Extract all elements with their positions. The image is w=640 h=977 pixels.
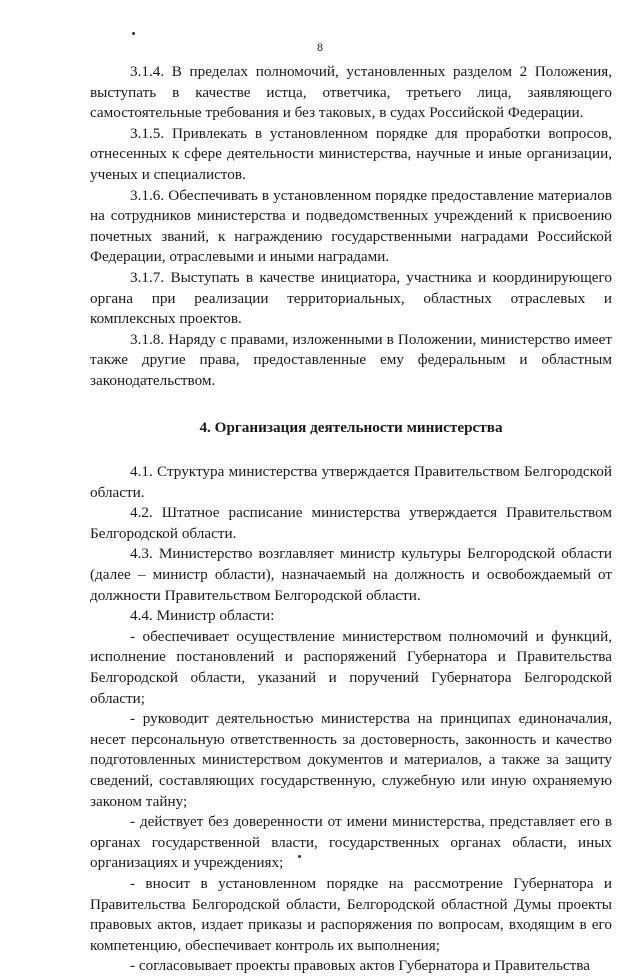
paragraph-3-1-8: 3.1.8. Наряду с правами, изложенными в Положении, министерство имеет также другие права, предоставленные ему федеральным и областным законодательством. [90, 330, 612, 389]
scan-speck [132, 32, 135, 35]
paragraph-3-1-4: 3.1.4. В пределах полномочий, установленных разделом 2 Положения, выступать в качестве истца, ответчика, третьего лица, заявляющего самостоятельные требования и без таковых, в судах Российской Федерации. [90, 63, 612, 122]
list-item-approves: - согласовывает проекты правовых актов Губернатора и Правительства [130, 957, 591, 975]
paragraph-3-1-5: 3.1.5. Привлекать в установленном порядке для проработки вопросов, отнесенных к сфере деятельности министерства, научные и иные организации, ученых и специалистов. [90, 124, 612, 183]
list-item-represents: - действует без доверенности от имени министерства, представляет его в органах государственной власти, государственных органах области, иных организациях и учреждениях; [90, 813, 612, 872]
paragraph-3-1-7: 3.1.7. Выступать в качестве инициатора, участника и координирующего органа при реализации территориальных, областных отраслевых и комплексных проектов. [90, 268, 612, 328]
list-item-manages: - руководит деятельностью министерства на принципах единоначалия, несет персональную ответственность за достоверность, законность и качество подготовленных министерством документов и материалов, а также за защиту сведений, составляющих государственную, служебную или иную охраняемую законом тайну; [90, 710, 612, 810]
paragraph-4-1: 4.1. Структура министерства утверждается Правительством Белгородской области. [90, 463, 612, 501]
page-number: 8 [317, 40, 323, 54]
paragraph-4-3: 4.3. Министерство возглавляет министр культуры Белгородской области (далее – министр области), назначаемый на должность и освобождаемый от должности Правительством Белгородской области. [90, 545, 612, 604]
paragraph-4-4: 4.4. Министр области: [130, 607, 275, 625]
list-item-ensures: - обеспечивает осуществление министерством полномочий и функций, исполнение постановлений и распоряжений Губернатора и Правительства Белгородской области, указаний и поручений Губернатора Белгородской области; [90, 627, 612, 707]
paragraph-3-1-6: 3.1.6. Обеспечивать в установленном порядке предоставление материалов на сотрудников министерства и подведомственных учреждений к присвоению почетных званий, к награждению государственными наградами Российской Федерации, отраслевыми и иными наградами. [90, 186, 612, 266]
paragraph-4-2: 4.2. Штатное расписание министерства утверждается Правительством Белгородской области. [90, 504, 612, 542]
document-body [90, 62, 612, 977]
list-item-submits: - вносит в установленном порядке на рассмотрение Губернатора и Правительства Белгородской области, Белгородской областной Думы проекты правовых актов, издает приказы и распоряжения по вопросам, входящим в его компетенцию, обеспечивает контроль их выполнения; [90, 874, 612, 954]
section-heading: 4. Организация деятельности министерства [199, 418, 503, 436]
scan-speck [298, 855, 301, 858]
